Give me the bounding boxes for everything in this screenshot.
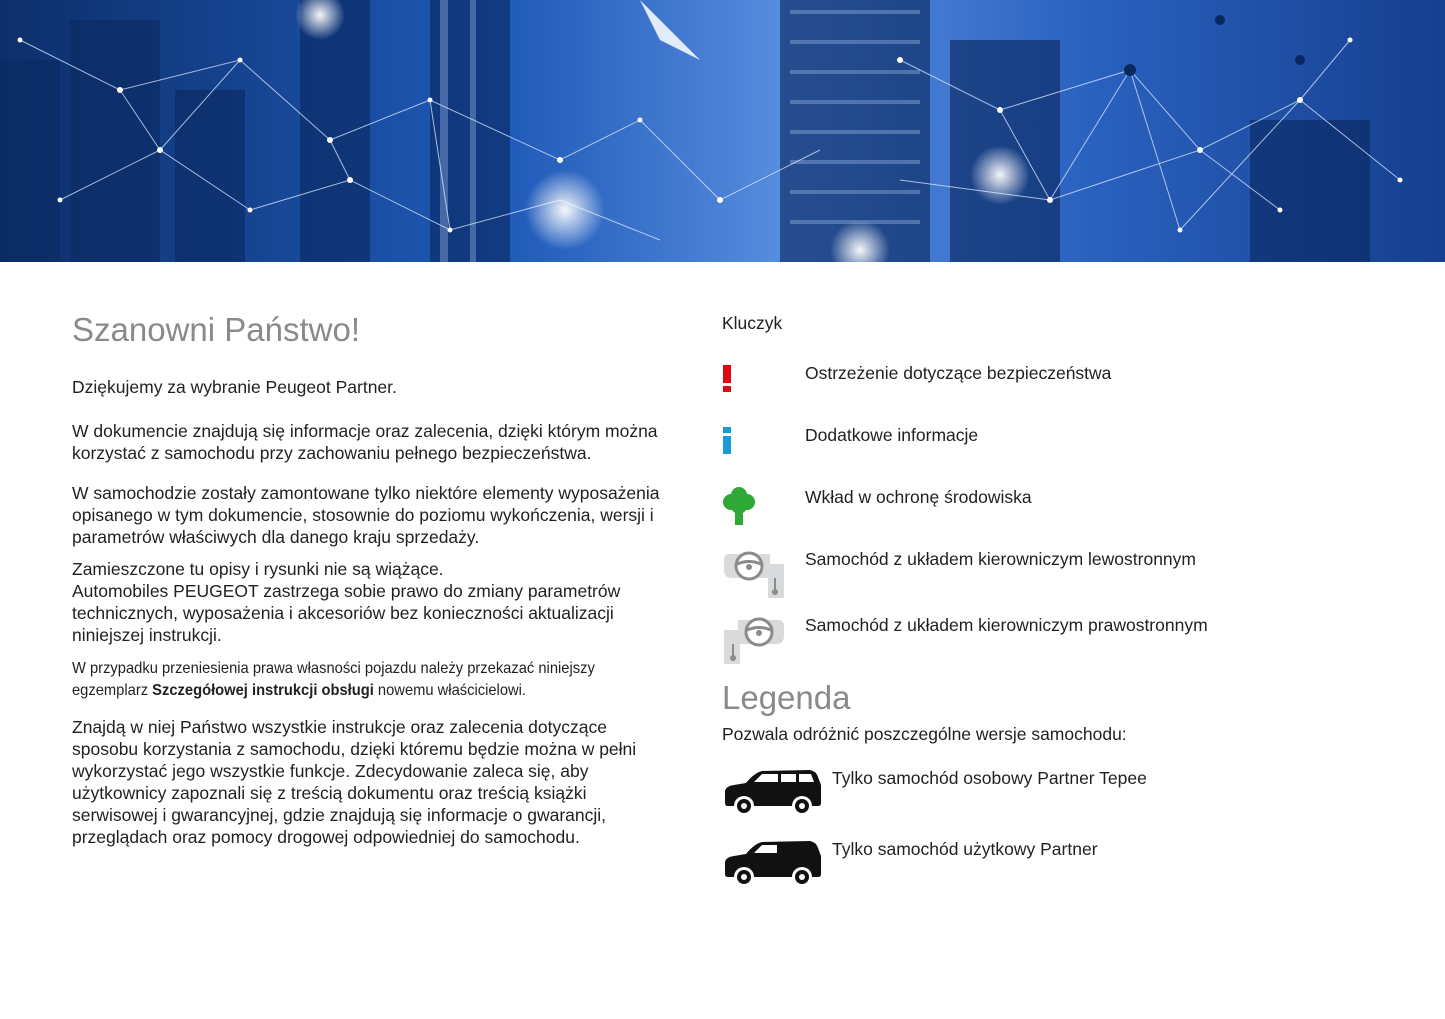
legend-label-utility-van: Tylko samochód użytkowy Partner: [832, 839, 1098, 859]
legend-label-passenger-car: Tylko samochód osobowy Partner Tepee: [832, 768, 1147, 788]
ownership-text-before: W przypadku przeniesienia prawa własności pojazdu należy przekazać niniejszy egzemplarz: [72, 660, 595, 699]
key-label-safety-warning: Ostrzeżenie dotyczące bezpieczeństwa: [805, 363, 1112, 383]
ownership-text-after: nowemu właścicielowi.: [373, 682, 527, 699]
intro-paragraph-recommendations: Znajdą w niej Państwo wszystkie instrukcje oraz zalecenia dotyczące sposobu korzystania z samochodu, dzięki któremu będzie można w pełni wykorzystać jego wszystkie funkcje. Zdecydowanie zaleca się, aby użytkownicy zapoznali się z treścią dokumentu oraz treścią książki serwisowej i gwarancyjnej, gdzie znajdują się informacje o gwarancji, przeglądach oraz pomocy drogowej odpowiedniej do samochodu.: [72, 717, 637, 847]
key-label-additional-info: Dodatkowe informacje: [805, 425, 979, 445]
right-hand-drive-icon: [722, 614, 786, 666]
key-and-legend-column: [722, 312, 1422, 859]
intro-paragraph-documentation: W dokumencie znajdują się informacje oraz zalecenia, dzięki którym można korzystać z samochodu przy zachowaniu pełnego bezpieczeństwa.: [72, 421, 658, 463]
exclamation-icon: [722, 362, 736, 394]
key-label-left-hand-drive: Samochód z układem kierowniczym lewostronnym: [805, 549, 1196, 569]
disclaimer-line-2: Automobiles PEUGEOT zastrzega sobie prawo do zmiany parametrów technicznych, wyposażenia i akcesoriów bez konieczności aktualizacji niniejszej instrukcji.: [72, 581, 621, 645]
intro-paragraph-ownership: [72, 658, 670, 702]
key-title: Kluczyk: [722, 313, 783, 333]
intro-paragraph-thanks: Dziękujemy za wybranie Peugeot Partner.: [72, 377, 397, 397]
ownership-text-bold: Szczegółowej instrukcji obsługi: [152, 682, 374, 699]
passenger-car-icon: [722, 767, 824, 813]
page-title: Szanowni Państwo!: [72, 311, 360, 348]
info-icon: [722, 424, 736, 456]
key-label-right-hand-drive: Samochód z układem kierowniczym prawostronnym: [805, 615, 1208, 635]
left-hand-drive-icon: [722, 548, 786, 600]
legend-description: Pozwala odróżnić poszczególne wersje samochodu:: [722, 724, 1127, 744]
tree-icon: [722, 486, 756, 526]
header-banner-image: [0, 0, 1445, 262]
legend-title: Legenda: [722, 679, 851, 716]
utility-van-icon: [722, 838, 824, 884]
intro-paragraph-equipment: W samochodzie zostały zamontowane tylko niektóre elementy wyposażenia opisanego w tym dokumencie, stosownie do poziomu wykończenia, wersji i parametrów właściwych dla danego kraju sprzedaży.: [72, 483, 660, 547]
intro-paragraph-disclaimer: [72, 558, 672, 646]
disclaimer-line-1: Zamieszczone tu opisy i rysunki nie są wiążące.: [72, 559, 444, 579]
introduction-column: [72, 310, 672, 848]
key-label-environment: Wkład w ochronę środowiska: [805, 487, 1032, 507]
